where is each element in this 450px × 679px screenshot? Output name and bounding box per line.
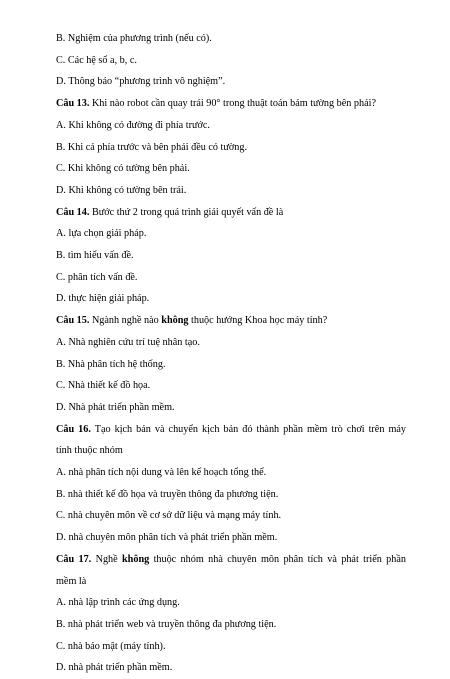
question-text: thuộc nhóm nhà chuyên môn phân tích và phát triển phần (149, 553, 406, 565)
question-number: Câu 13. (56, 98, 90, 110)
document-page (56, 28, 406, 679)
answer-line (56, 180, 406, 202)
line-text: C. nhà bảo mật (máy tính). (56, 640, 166, 652)
answer-line (56, 440, 406, 462)
answer-line (56, 397, 406, 419)
question-line (56, 202, 406, 224)
line-text: mềm là (56, 575, 87, 587)
line-text: C. Khi không có tường bên phải. (56, 163, 190, 175)
emphasis-word: không (122, 553, 150, 565)
line-text: B. Nhà phân tích hệ thống. (56, 358, 166, 370)
line-text: D. Nhà phát triển phần mềm. (56, 401, 175, 413)
line-text: C. Các hệ số a, b, c. (56, 54, 137, 66)
answer-line (56, 571, 406, 593)
answer-line (56, 223, 406, 245)
question-line (56, 419, 406, 441)
answer-line (56, 505, 406, 527)
question-text: Khi nào robot cần quay trái 90° trong thuật toán bám tường bên phải? (89, 98, 376, 110)
line-text: A. nhà lập trình các ứng dụng. (56, 597, 180, 609)
question-number: Câu 15. (56, 315, 90, 327)
answer-line (56, 288, 406, 310)
line-text: D. Khi không có tường bên trái. (56, 184, 187, 196)
answer-line (56, 28, 406, 50)
line-text: D. nhà phát triển phần mềm. (56, 662, 173, 674)
question-line (56, 93, 406, 115)
answer-line (56, 354, 406, 376)
line-text: D. nhà chuyên môn phân tích và phát triển phần mềm. (56, 532, 278, 544)
answer-line (56, 462, 406, 484)
question-text: Nghề (91, 553, 123, 565)
line-text: D. Thông báo “phương trình vô nghiệm”. (56, 76, 226, 88)
line-text: tính thuộc nhóm (56, 445, 123, 457)
line-text: B. nhà thiết kế đồ họa và truyền thông đa phương tiện. (56, 488, 279, 500)
question-text: Bước thứ 2 trong quá trình giải quyết vấn đề là (89, 206, 284, 218)
answer-line (56, 71, 406, 93)
emphasis-word: không (161, 315, 189, 327)
answer-line (56, 332, 406, 354)
answer-line (56, 115, 406, 137)
line-text: D. thực hiện giải pháp. (56, 293, 150, 305)
line-text: A. Khi không có đường đi phía trước. (56, 119, 210, 131)
answer-line (56, 527, 406, 549)
line-text: C. phân tích vấn đề. (56, 271, 138, 283)
line-text: B. nhà phát triển web và truyền thông đa phương tiện. (56, 618, 277, 630)
question-text: Ngành nghề nào (89, 315, 162, 327)
answer-line (56, 158, 406, 180)
line-text: C. Nhà thiết kế đồ họa. (56, 380, 151, 392)
line-text: B. Khi cả phía trước và bên phải đều có tường. (56, 141, 247, 153)
answer-line (56, 636, 406, 658)
answer-line (56, 50, 406, 72)
line-text: B. tìm hiểu vấn đề. (56, 250, 134, 262)
line-text: A. Nhà nghiên cứu trí tuệ nhân tạo. (56, 336, 200, 348)
question-number: Câu 16. (56, 423, 91, 435)
answer-line (56, 375, 406, 397)
answer-line (56, 137, 406, 159)
question-line (56, 310, 406, 332)
answer-line (56, 592, 406, 614)
line-text: A. lựa chọn giải pháp. (56, 228, 147, 240)
line-text: C. nhà chuyên môn về cơ sở dữ liệu và mạng máy tính. (56, 510, 282, 522)
answer-line (56, 267, 406, 289)
question-text: thuộc hướng Khoa học máy tính? (188, 315, 328, 327)
answer-line (56, 245, 406, 267)
answer-line (56, 657, 406, 679)
question-number: Câu 14. (56, 206, 90, 218)
question-number: Câu 17. (56, 553, 92, 565)
question-line (56, 549, 406, 571)
answer-line (56, 484, 406, 506)
line-text: B. Nghiệm của phương trình (nếu có). (56, 33, 212, 44)
answer-line (56, 614, 406, 636)
question-text: Tạo kịch bản và chuyển kịch bản đó thành phần mềm trò chơi trên máy (90, 423, 406, 435)
line-text: A. nhà phân tích nội dung và lên kế hoạch tổng thể. (56, 467, 267, 479)
